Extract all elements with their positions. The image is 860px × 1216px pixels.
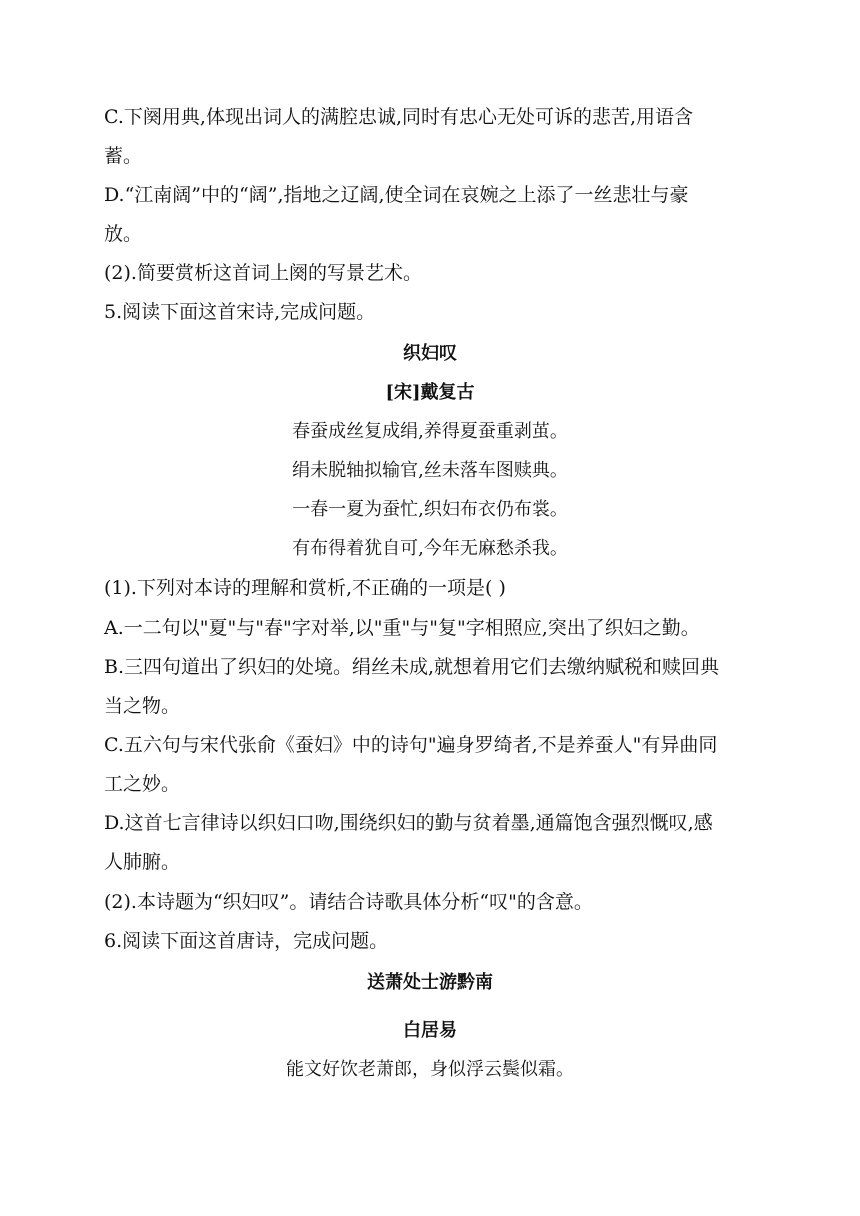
q5-poem-line: 一春一夏为蚕忙,织妇布衣仍布裳。 [292,499,568,520]
q6-poem-line: 能文好饮老萧郎，身似浮云鬓似霜。 [286,1059,574,1080]
q5-option-a: A.一二句以"夏"与"春"字对举,以"重"与"复"字相照应,突出了织妇之勤。 [104,617,700,639]
q5-poem-author: [宋]戴复古 [385,382,475,403]
q5-option-d-line1: D.这首七言律诗以织妇口吻,围绕织妇的勤与贫着墨,通篇饱含强烈慨叹,感 [104,812,713,834]
q4-option-c-line1: C.下阕用典,体现出词人的满腔忠诚,同时有忠心无处可诉的悲苦,用语含 [104,106,694,128]
q5-poem-title: 织妇叹 [403,343,457,364]
q5-subquestion-2: (2).本诗题为“织妇叹”。请结合诗歌具体分析“叹"的含意。 [104,891,593,913]
q5-poem-line: 春蚕成丝复成绢,养得夏蚕重剥茧。 [292,421,568,442]
q5-option-c-line2: 工之妙。 [104,773,181,795]
q5-option-b-line1: B.三四句道出了织妇的处境。绢丝未成,就想着用它们去缴纳赋税和赎回典 [104,656,720,678]
q6-intro: 6.阅读下面这首唐诗，完成问题。 [104,930,389,952]
q6-poem-title: 送萧处士游黔南 [367,972,493,993]
q5-intro: 5.阅读下面这首宋诗,完成问题。 [104,301,376,323]
q4-subquestion-2: (2).简要赏析这首词上阕的写景艺术。 [104,262,422,284]
q5-option-b-line2: 当之物。 [104,695,181,717]
q4-option-d-line2: 放。 [104,223,143,245]
q6-poem-author: 白居易 [403,1020,457,1041]
q5-subquestion-1: (1).下列对本诗的理解和赏析,不正确的一项是( ) [104,577,506,599]
q5-poem-line: 绢未脱轴拟输官,丝未落车图赎典。 [292,460,568,481]
q4-option-c-line2: 蓄。 [104,145,143,167]
q5-poem-line: 有布得着犹自可,今年无麻愁杀我。 [292,538,568,559]
q5-option-d-line2: 人肺腑。 [104,851,181,873]
q4-option-d-line1: D.“江南阔”中的“阔”,指地之辽阔,使全词在哀婉之上添了一丝悲壮与豪 [104,184,689,206]
q5-option-c-line1: C.五六句与宋代张俞《蚕妇》中的诗句"遍身罗绮者,不是养蚕人"有异曲同 [104,734,718,756]
